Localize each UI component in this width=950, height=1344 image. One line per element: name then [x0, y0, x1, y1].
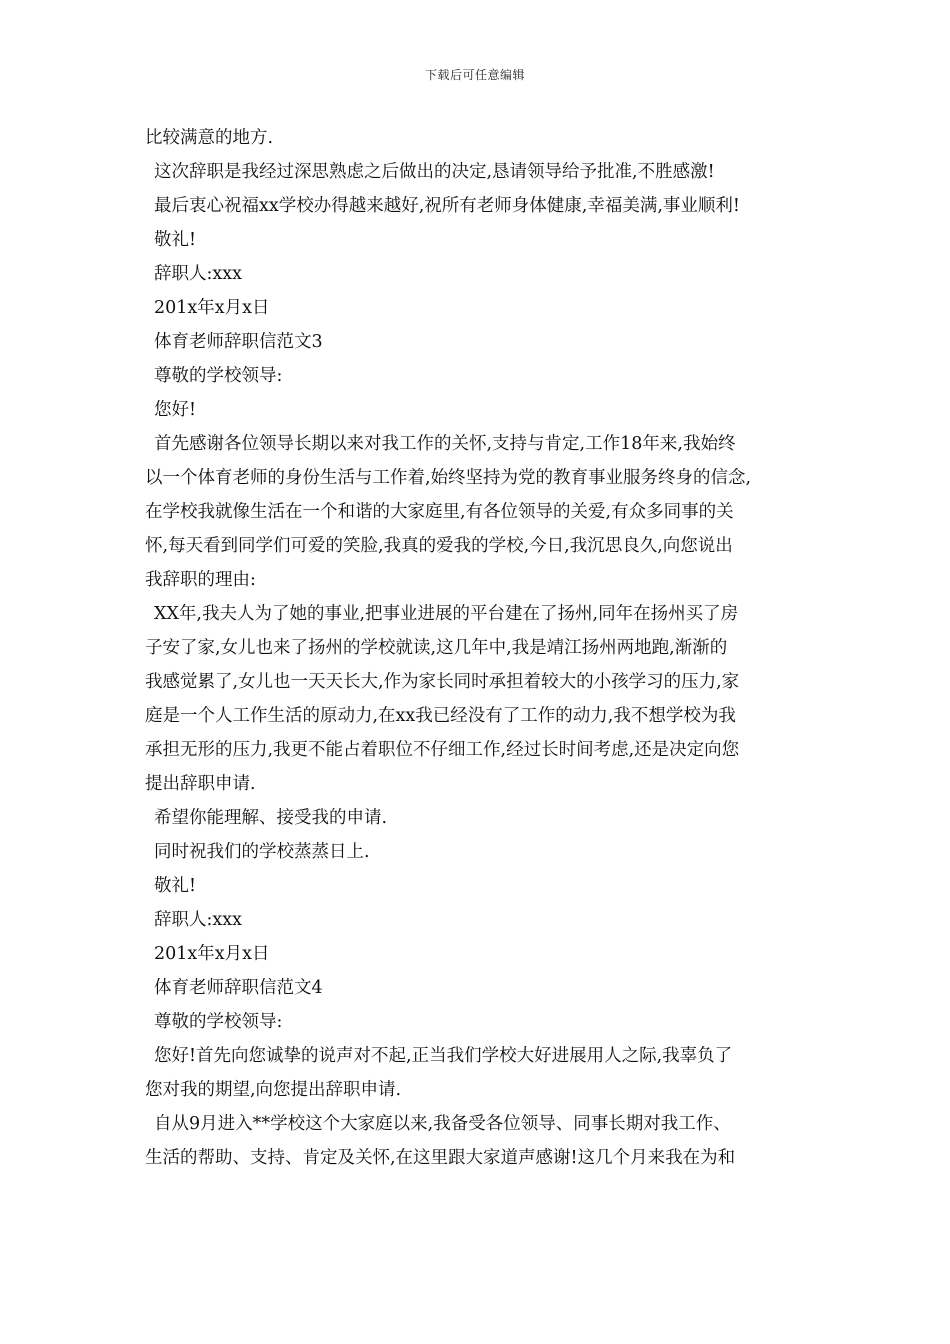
- text-line: 尊敬的学校领导:: [154, 1012, 283, 1032]
- text-line: 以一个体育老师的身份生活与工作着,始终坚持为党的教育事业服务终身的信念,: [145, 468, 752, 488]
- text-line: 辞职人:xxx: [154, 910, 243, 930]
- text-line: XX年,我夫人为了她的事业,把事业进展的平台建在了扬州,同年在扬州买了房: [154, 604, 739, 624]
- text-line: 您对我的期望,向您提出辞职申请.: [145, 1080, 402, 1100]
- document-body: [145, 121, 810, 1175]
- text-line: 承担无形的压力,我更不能占着职位不仔细工作,经过长时间考虑,还是决定向您: [145, 740, 740, 760]
- text-line: 比较满意的地方.: [145, 128, 274, 148]
- text-line: 生活的帮助、支持、肯定及关怀,在这里跟大家道声感谢!这几个月来我在为和: [145, 1148, 736, 1168]
- text-line: 敬礼!: [154, 876, 197, 896]
- text-line: 尊敬的学校领导:: [154, 366, 283, 386]
- text-line: 201x年x月x日: [154, 298, 270, 318]
- text-line: 辞职人:xxx: [154, 264, 243, 284]
- text-line: 怀,每天看到同学们可爱的笑脸,我真的爱我的学校,今日,我沉思良久,向您说出: [145, 536, 733, 556]
- text-line: 201x年x月x日: [154, 944, 270, 964]
- text-line: 我感觉累了,女儿也一天天长大,作为家长同时承担着较大的小孩学习的压力,家: [145, 672, 740, 692]
- text-line: 这次辞职是我经过深思熟虑之后做出的决定,恳请领导给予批准,不胜感激!: [154, 162, 715, 182]
- text-line: 首先感谢各位领导长期以来对我工作的关怀,支持与肯定,工作18年来,我始终: [154, 434, 736, 454]
- page-header: 下载后可任意编辑: [424, 68, 525, 82]
- text-line: 体育老师辞职信范文3: [154, 332, 323, 352]
- text-line: 提出辞职申请.: [145, 774, 256, 794]
- text-line: 在学校我就像生活在一个和谐的大家庭里,有各位领导的关爱,有众多同事的关: [145, 502, 734, 522]
- text-line: 敬礼!: [154, 230, 197, 250]
- text-line: 我辞职的理由:: [145, 570, 256, 590]
- text-line: 子安了家,女儿也来了扬州的学校就读,这几年中,我是靖江扬州两地跑,渐渐的: [145, 638, 728, 658]
- text-line: 自从9月进入**学校这个大家庭以来,我备受各位领导、同事长期对我工作、: [154, 1114, 731, 1134]
- text-line: 最后衷心祝福xx学校办得越来越好,祝所有老师身体健康,幸福美满,事业顺利!: [154, 196, 740, 216]
- text-line: 庭是一个人工作生活的原动力,在xx我已经没有了工作的动力,我不想学校为我: [145, 706, 736, 726]
- text-line: 希望你能理解、接受我的申请.: [154, 808, 388, 828]
- text-line: 您好!首先向您诚挚的说声对不起,正当我们学校大好进展用人之际,我辜负了: [154, 1046, 733, 1066]
- text-line: 您好!: [154, 400, 197, 420]
- text-line: 同时祝我们的学校蒸蒸日上.: [154, 842, 370, 862]
- text-line: 体育老师辞职信范文4: [154, 978, 323, 998]
